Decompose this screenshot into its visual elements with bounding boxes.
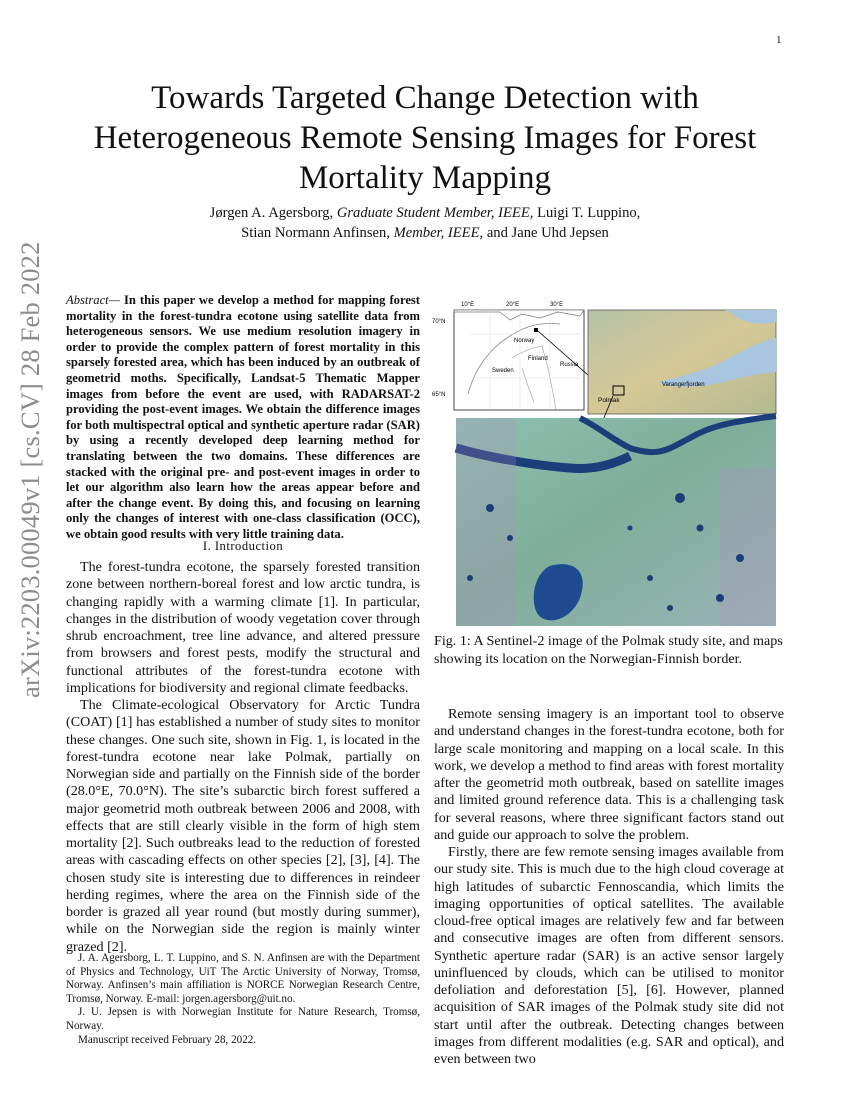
- intro-paragraph: The forest-tundra ecotone, the sparsely forested transition zone between northern-boreal forest and low arctic tundra, is changing rapidly with a warming climate [1]. In particular, changes in the distribution of woody vegetation cover through shrub encroachment, tree line advance, and altered pressure from browsers and forest pests, modify the structural and functional attributes of the forest-tundra ecotone with implications for biodiversity and regional climate feedbacks.: [66, 559, 420, 696]
- lat-label: 70°N: [432, 319, 446, 325]
- sentinel-2-image: [456, 416, 776, 626]
- overview-map: [432, 302, 605, 410]
- body-paragraph: Firstly, there are few remote sensing images available from our study site. This is much due to the high cloud coverage at high latitudes of subarctic Fennoscandia, which limits the imaging opportunities of optical satellites. The available cloud-free optical images are relatively few and far between and consecutive images are often from different sensors. Synthetic aperture radar (SAR) is an active sensor largely uninfluenced by clouds, which can be utilised to monitor defoliation and deforestation [5], [6]. However, planned acquisition of SAR images of the Polmak study site did not start until after the outbreak. Detecting changes between images from different modalities (e.g. SAR and optical), and even between two: [434, 844, 784, 1067]
- paper-title: Towards Targeted Change Detection with Heterogeneous Remote Sensing Images for Forest Mortality Mapping: [93, 80, 757, 196]
- label-varangerfjorden: Varangerfjorden: [662, 382, 705, 388]
- author-3: Stian Normann Anfinsen,: [241, 225, 390, 241]
- page-number: 1: [776, 34, 782, 46]
- lon-label: 20°E: [506, 302, 520, 308]
- footnotes: [66, 952, 420, 1047]
- footnote: Manuscript received February 28, 2022.: [78, 1033, 257, 1046]
- regional-map: [588, 310, 776, 432]
- label-polmak: Polmak: [598, 397, 620, 404]
- introduction-body: [66, 559, 420, 956]
- lat-label: 65°N: [432, 392, 446, 398]
- footnote: J. U. Jepsen is with Norwegian Institute for Nature Research, Tromsø, Norway.: [66, 1006, 420, 1032]
- label-russia: Russia: [560, 362, 579, 368]
- lon-label: 30°E: [550, 302, 564, 308]
- section-heading: I. Introduction: [202, 539, 284, 553]
- lon-label: 10°E: [461, 302, 475, 308]
- intro-paragraph: The Climate-ecological Observatory for Arctic Tundra (COAT) [1] has established a number of study sites to monitor these changes. One such site, shown in Fig. 1, is located in the forest-tundra ecotone near lake Polmak, partially on Norwegian side and partially on the Finnish side of the border (28.0°E, 70.0°N). The site’s subarctic birch forest suffered a major geometrid moth outbreak between 2006 and 2008, with effects that are still clearly visible in the form of high stem mortality [2]. Such outbreaks lead to the reduction of forested areas with cascading effects on other species [2], [3], [4]. The chosen study site is interesting due to differences in reindeer herding regimes, where the area on the Finnish side of the border is grazed all year round (but mostly during summer), while on the Norwegian side the region is mainly winter grazed [2].: [66, 697, 420, 955]
- body-paragraph: Remote sensing imagery is an important tool to observe and understand changes in the forest-tundra ecotone, both for large scale monitoring and mapping on a local scale. In this work, we develop a method to find areas with forest mortality after the geometrid moth outbreak, based on satellite images and limited ground reference data. This is a challenging task for several reasons, where three significant factors stand out and guide our approach to solve the problem.: [434, 706, 784, 843]
- author-3-role: Member, IEEE,: [393, 225, 484, 241]
- arxiv-stamp-text: arXiv:2203.00049v1 [cs.CV] 28 Feb 2022: [15, 241, 45, 698]
- abstract: [66, 293, 420, 543]
- author-2: Luigi T. Luppino,: [537, 205, 641, 221]
- author-list: [70, 203, 780, 243]
- author-1: Jørgen A. Agersborg,: [209, 205, 334, 221]
- abstract-text: In this paper we develop a method for mapping forest mortality in the forest-tundra ecotone using satellite data from heterogeneous sensors. We use medium resolution imagery in order to provide the complex pattern of forest mortality in this sparsely forested area, which has been induced by an outbreak of geometrid moths. Specifically, Landsat-5 Thematic Mapper images from before the event are used, with RADARSAT-2 providing the post-event images. We obtain the difference images for both multispectral optical and synthetic aperture radar (SAR) by using a recently developed deep learning method for translating between the two domains. These differences are stacked with the original pre- and post-event images in order to let our algorithm also learn how the areas appear before and after the change event. By doing this, and focusing on learning only the changes of interest with one-class classification (OCC), we obtain good results with very little training data.: [66, 293, 421, 541]
- author-1-role: Graduate Student Member, IEEE,: [336, 205, 534, 221]
- label-finland: Finland: [528, 356, 548, 362]
- author-4: and Jane Uhd Jepsen: [486, 225, 609, 241]
- study-site-marker: [534, 328, 538, 332]
- overview-map-frame: [454, 310, 584, 410]
- label-norway: Norway: [514, 338, 535, 344]
- right-column-body: [434, 706, 784, 1068]
- figure-caption: Fig. 1: A Sentinel-2 image of the Polmak study site, and maps showing its location on the Norwegian-Finnish border.: [434, 633, 783, 667]
- figure-1: [430, 298, 780, 628]
- footnote: J. A. Agersborg, L. T. Luppino, and S. N. Anfinsen are with the Department of Physics and Technology, UiT The Arctic University of Norway, Tromsø, Norway. Anfinsen’s main affiliation is NORCE Norwegian Research Centre, Tromsø, Norway. E-mail: jorgen.agersborg@uit.no.: [66, 952, 420, 1005]
- abstract-label: Abstract—: [66, 293, 120, 307]
- label-sweden: Sweden: [492, 368, 514, 374]
